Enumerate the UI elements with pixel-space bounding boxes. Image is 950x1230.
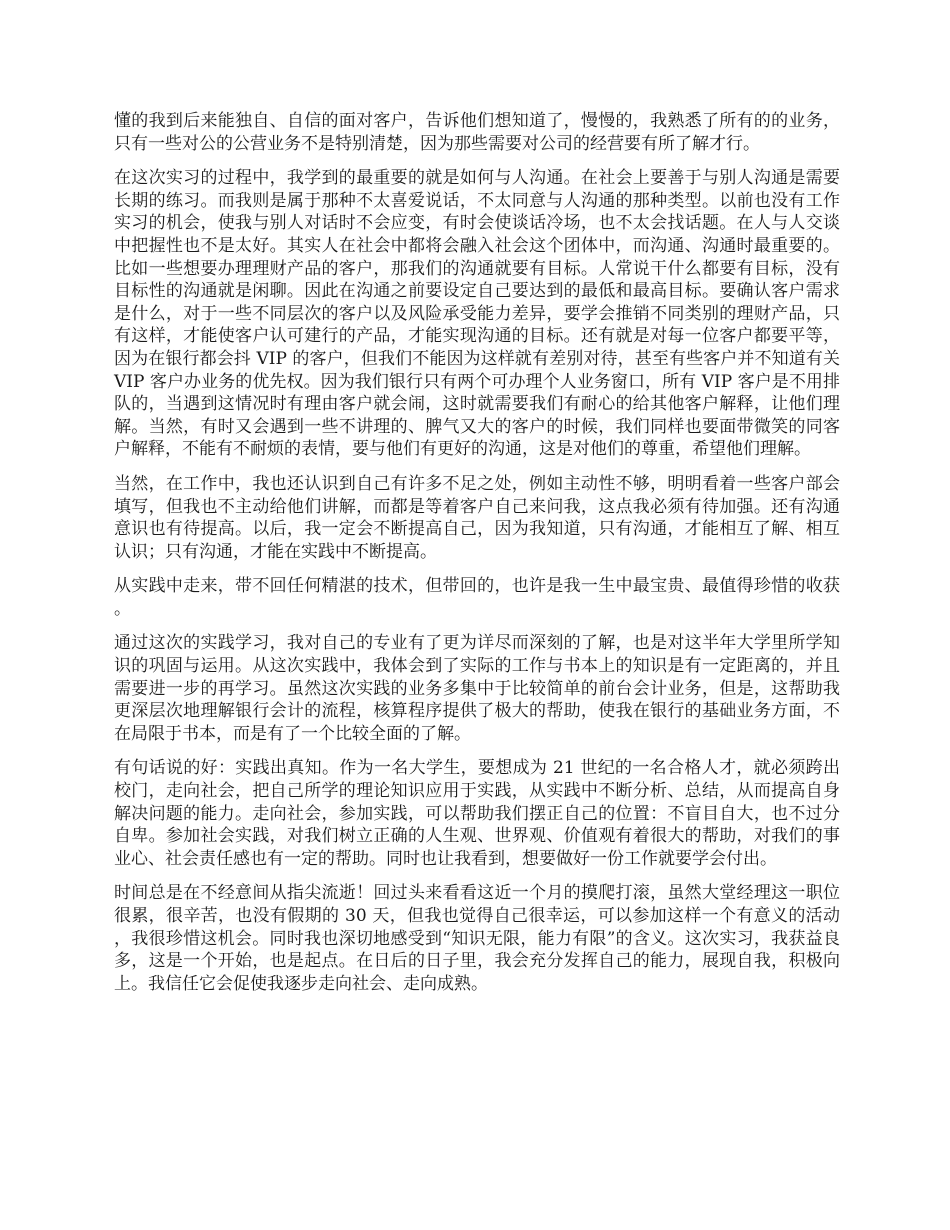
document-page [114, 110, 840, 1007]
paragraph-2: 在这次实习的过程中，我学到的最重要的就是如何与人沟通。在社会上要善于与别人沟通是需要长期的练习。而我则是属于那种不太喜爱说话，不太同意与人沟通的那种类型。以前也没有工作实习的机会，使我与别人对话时不会应变，有时会使谈话冷场，也不太会找话题。在人与人交谈中把握性也不是太好。其实人在社会中都将会融入社会这个团体中，而沟通、沟通时最重要的。比如一些想要办理理财产品的客户，那我们的沟通就要有目标。人常说干什么都要有目标，没有目标性的沟通就是闲聊。因此在沟通之前要设定自己要达到的最低和最高目标。要确认客户需求是什么，对于一些不同层次的客户以及风险承受能力差异，要学会推销不同类别的理财产品，只有这样，才能使客户认可建行的产品，才能实现沟通的目标。还有就是对每一位客户都要平等，因为在银行都会抖 VIP 的客户，但我们不能因为这样就有差别对待，甚至有些客户并不知道有关 VIP 客户办业务的优先权。因为我们银行只有两个可办理个人业务窗口，所有 VIP 客户是不用排队的，当遇到这情况时有理由客户就会闹，这时就需要我们有耐心的给其他客户解释，让他们理解。当然，有时又会遇到一些不讲理的、脾气又大的客户的时候，我们同样也要面带微笑的同客户解释，不能有不耐烦的表情，要与他们有更好的沟通，这是对他们的尊重，希望他们理解。 [114, 168, 840, 460]
paragraph-1: 懂的我到后来能独自、自信的面对客户，告诉他们想知道了，慢慢的，我熟悉了所有的的业务，只有一些对公的公营业务不是特别清楚，因为那些需要对公司的经营要有所了解才行。 [114, 111, 840, 154]
paragraph-7: 时间总是在不经意间从指尖流逝！回过头来看看这近一个月的摸爬打滚，虽然大堂经理这一职位很累，很辛苦，也没有假期的 30 天，但我也觉得自己很幸运，可以参加这样一个有意义的活动，我很珍惜这机会。同时我也深切地感受到“知识无限，能力有限”的含义。这次实习，我获益良多，这是一个开始，也是起点。在日后的日子里，我会充分发挥自己的能力，展现自我，积极向上。我信任它会促使我逐步走向社会、走向成熟。 [114, 883, 840, 994]
paragraph-4: 从实践中走来，带不回任何精湛的技术，但带回的，也许是我一生中最宝贵、最值得珍惜的收获。 [114, 576, 840, 619]
paragraph-6: 有句话说的好：实践出真知。作为一名大学生，要想成为 21 世纪的一名合格人才，就必须跨出校门，走向社会，把自己所学的理论知识应用于实践，从实践中不断分析、总结，从而提高自身解决问题的能力。走向社会，参加实践，可以帮助我们摆正自己的位置：不盲目自大，也不过分自卑。参加社会实践，对我们树立正确的人生观、世界观、价值观有着很大的帮助，对我们的事业心、社会责任感也有一定的帮助。同时也让我看到，想要做好一份工作就要学会付出。 [114, 758, 840, 869]
paragraph-3: 当然，在工作中，我也还认识到自己有许多不足之处，例如主动性不够，明明看着一些客户部会填写，但我也不主动给他们讲解，而都是等着客户自己来问我，这点我必须有待加强。还有沟通意识也有待提高。以后，我一定会不断提高自己，因为我知道，只有沟通，才能相互了解、相互认识；只有沟通，才能在实践中不断提高。 [114, 473, 840, 562]
paragraph-5: 通过这次的实践学习，我对自己的专业有了更为详尽而深刻的了解，也是对这半年大学里所学知识的巩固与运用。从这次实践中，我体会到了实际的工作与书本上的知识是有一定距离的，并且需要进一步的再学习。虽然这次实践的业务多集中于比较简单的前台会计业务，但是，这帮助我更深层次地理解银行会计的流程，核算程序提供了极大的帮助，使我在银行的基础业务方面，不在局限于书本，而是有了一个比较全面的了解。 [114, 633, 840, 744]
